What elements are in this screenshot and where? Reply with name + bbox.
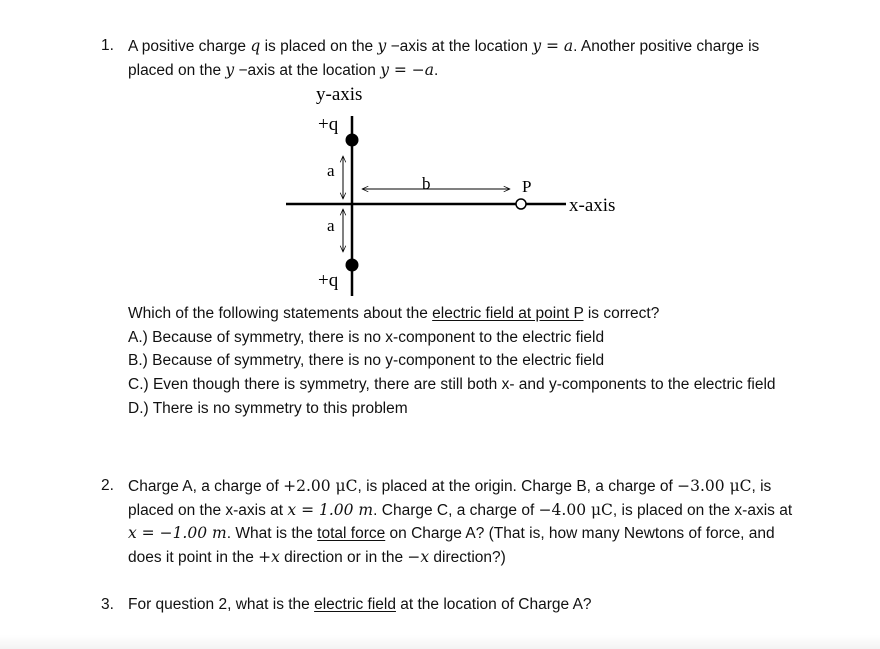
charge-bottom-dot bbox=[346, 259, 359, 272]
q2-line-4: does it point in the +x direction or in the −x direction?) bbox=[128, 548, 506, 566]
q2-total-force-link: total force bbox=[317, 525, 386, 542]
charge-bottom-label: +q bbox=[318, 270, 339, 291]
q3-line: For question 2, what is the electric field at the location of Charge A? bbox=[128, 596, 592, 613]
q2-line-3: x = −1.00 m. What is the total force on Charge A? (That is, how many Newtons of force, and bbox=[128, 524, 775, 542]
q1-question: Which of the following statements about the electric field at point P is correct? bbox=[128, 305, 660, 322]
p-label: P bbox=[522, 177, 532, 196]
q3-electric-field-link: electric field bbox=[314, 596, 396, 613]
a-top-label: a bbox=[327, 161, 335, 180]
q1-option-d: D.) There is no symmetry to this problem bbox=[128, 400, 408, 417]
q2-line-1: Charge A, a charge of +2.00 μC, is placed at the origin. Charge B, a charge of −3.00 μC, is bbox=[128, 477, 772, 495]
point-p-marker bbox=[516, 199, 526, 209]
q1-option-a: A.) Because of symmetry, there is no x-component to the electric field bbox=[128, 329, 605, 346]
q1-number: 1. bbox=[101, 37, 114, 54]
q1-question-link: electric field at point P bbox=[432, 305, 584, 322]
page-bottom-shade bbox=[0, 635, 880, 649]
q3-number: 3. bbox=[101, 596, 114, 613]
q2-line-2: placed on the x-axis at x = 1.00 m. Charge C, a charge of −4.00 μC, is placed on the x-axis at bbox=[128, 501, 793, 519]
q2-number: 2. bbox=[101, 477, 114, 494]
charge-top-label: +q bbox=[318, 114, 339, 135]
q1-option-b: B.) Because of symmetry, there is no y-component to the electric field bbox=[128, 352, 605, 369]
b-label: b bbox=[422, 174, 431, 193]
q1-line-2: placed on the y −axis at the location y = −a. bbox=[128, 61, 439, 79]
q1-line-1: A positive charge q is placed on the y −axis at the location y = a. Another positive charge is bbox=[128, 37, 760, 55]
a-bottom-label: a bbox=[327, 216, 335, 235]
charge-top-dot bbox=[346, 134, 359, 147]
q1-option-c: C.) Even though there is symmetry, there are still both x- and y-components to the electric field bbox=[128, 376, 776, 393]
x-axis-label: x-axis bbox=[569, 195, 616, 216]
y-axis-label: y-axis bbox=[316, 84, 363, 105]
